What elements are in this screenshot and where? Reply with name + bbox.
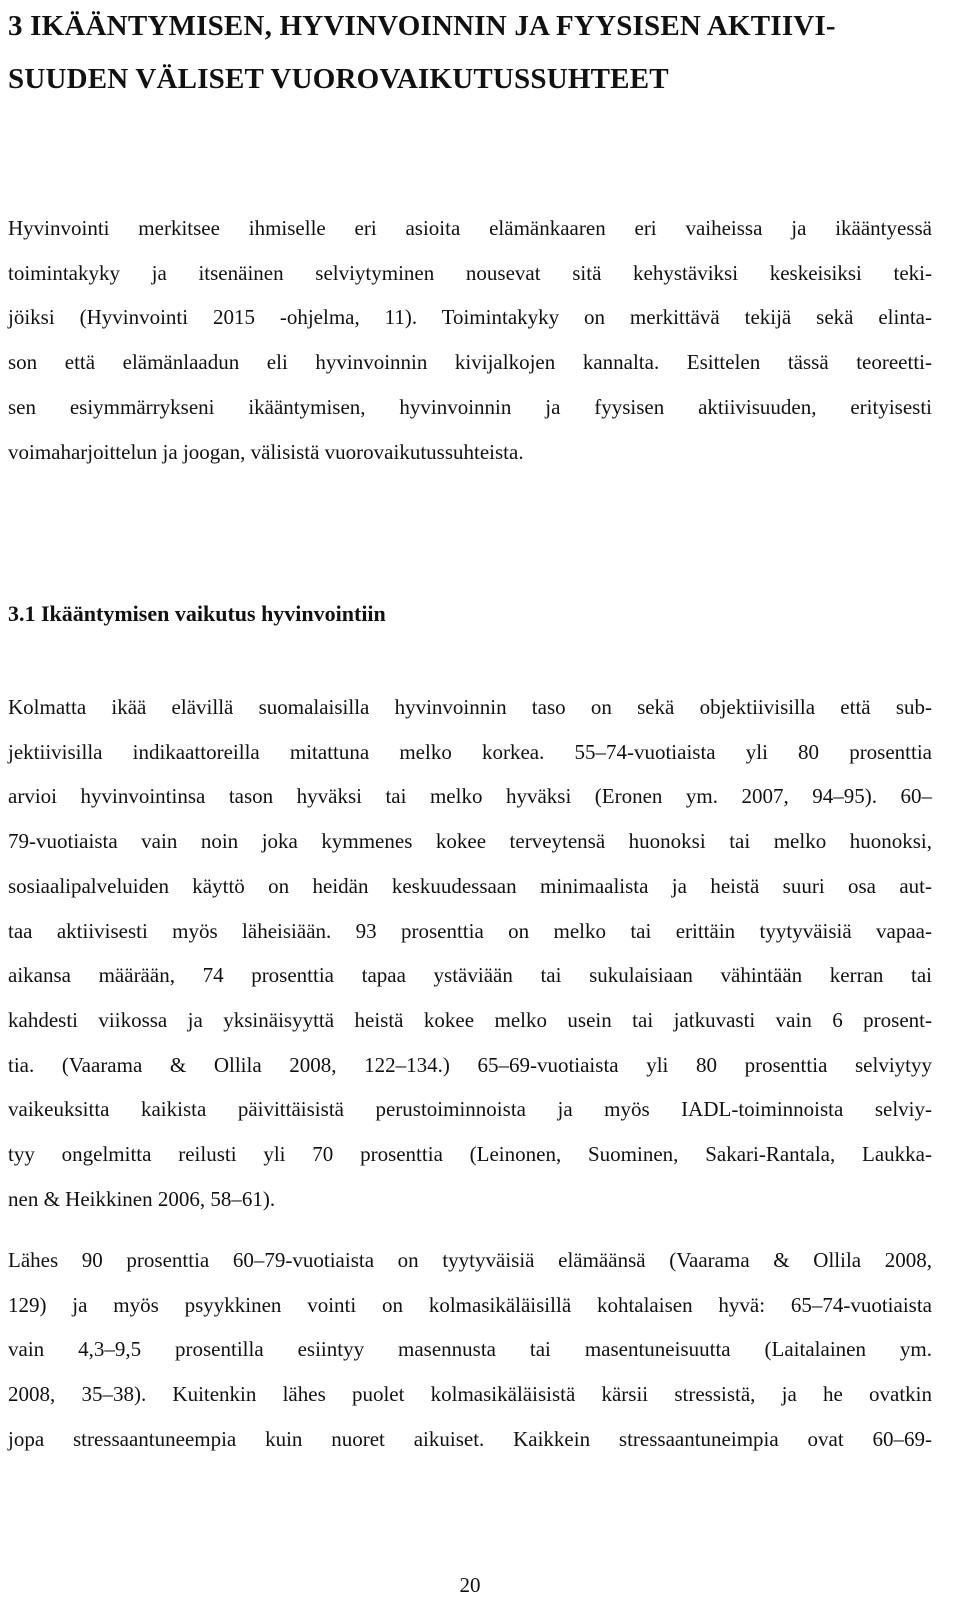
chapter-title-line: 3 IKÄÄNTYMISEN, HYVINVOINNIN JA FYYSISEN AKTIIVI-	[8, 10, 836, 42]
text-line: jöiksi (Hyvinvointi 2015 -ohjelma, 11). Toimintakyky on merkittävä tekijä sekä elinta-	[8, 305, 932, 330]
text-line: voimaharjoittelun ja joogan, välisistä vuorovaikutussuhteista.	[8, 439, 524, 464]
intro-paragraph	[8, 206, 932, 474]
chapter-title-line: SUUDEN VÄLISET VUOROVAIKUTUSSUHTEET	[8, 63, 669, 95]
text-line: arvioi hyvinvointinsa tason hyväksi tai melko hyväksi (Eronen ym. 2007, 94–95). 60–	[8, 784, 932, 809]
section-paragraph-1	[8, 685, 932, 1221]
text-line: tyy ongelmitta reilusti yli 70 prosenttia (Leinonen, Suominen, Sakari-Rantala, Laukka-	[8, 1142, 932, 1167]
text-line: vain 4,3–9,5 prosentilla esiintyy masennusta tai masentuneisuutta (Laitalainen ym.	[8, 1337, 932, 1362]
text-line: tia. (Vaarama & Ollila 2008, 122–134.) 65–69-vuotiaista yli 80 prosenttia selviytyy	[8, 1052, 932, 1077]
chapter-title	[8, 0, 932, 106]
section-heading: 3.1 Ikääntymisen vaikutus hyvinvointiin	[8, 601, 386, 626]
text-line: son että elämänlaadun eli hyvinvoinnin kivijalkojen kannalta. Esittelen tässä teoreetti-	[8, 350, 932, 375]
text-line: aikansa määrään, 74 prosenttia tapaa ystäviään tai sukulaisiaan vähintään kerran tai	[8, 963, 932, 988]
text-line: sen esiymmärrykseni ikääntymisen, hyvinvoinnin ja fyysisen aktiivisuuden, erityisesti	[8, 394, 932, 419]
text-line: 2008, 35–38). Kuitenkin lähes puolet kolmasikäläisistä kärsii stressistä, ja he ovatkin	[8, 1382, 932, 1407]
text-line: Lähes 90 prosenttia 60–79-vuotiaista on tyytyväisiä elämäänsä (Vaarama & Ollila 2008,	[8, 1248, 932, 1272]
text-line: taa aktiivisesti myös läheisiään. 93 prosenttia on melko tai erittäin tyytyväisiä vapaa-	[8, 918, 932, 943]
text-line: 129) ja myös psyykkinen vointi on kolmasikäläisillä kohtalaisen hyvä: 65–74-vuotiaista	[8, 1292, 932, 1317]
text-line: toimintakyky ja itsenäinen selviytyminen nousevat sitä kehystäviksi keskeisiksi teki-	[8, 260, 932, 285]
text-line: jektiivisilla indikaattoreilla mitattuna melko korkea. 55–74-vuotiaista yli 80 prosenttia	[8, 739, 932, 764]
text-line: sosiaalipalveluiden käyttö on heidän keskuudessaan minimaalista ja heistä suuri osa aut-	[8, 873, 932, 898]
page-number: 20	[459, 1573, 481, 1597]
text-line: 79-vuotiaista vain noin joka kymmenes kokee terveytensä huonoksi tai melko huonoksi,	[8, 829, 932, 854]
section-paragraph-2	[8, 1238, 932, 1462]
text-line: Kolmatta ikää elävillä suomalaisilla hyvinvoinnin taso on sekä objektiivisilla että sub-	[8, 695, 932, 719]
text-line: Hyvinvointi merkitsee ihmiselle eri asioita elämänkaaren eri vaiheissa ja ikääntyessä	[8, 216, 932, 240]
text-line: jopa stressaantuneempia kuin nuoret aikuiset. Kaikkein stressaantuneimpia ovat 60–69-	[8, 1426, 932, 1451]
text-line: vaikeuksitta kaikista päivittäisistä perustoiminnoista ja myös IADL-toiminnoista selviy-	[8, 1097, 932, 1122]
text-line: kahdesti viikossa ja yksinäisyyttä heistä kokee melko usein tai jatkuvasti vain 6 prosent-	[8, 1007, 932, 1032]
text-line: nen & Heikkinen 2006, 58–61).	[8, 1186, 276, 1211]
